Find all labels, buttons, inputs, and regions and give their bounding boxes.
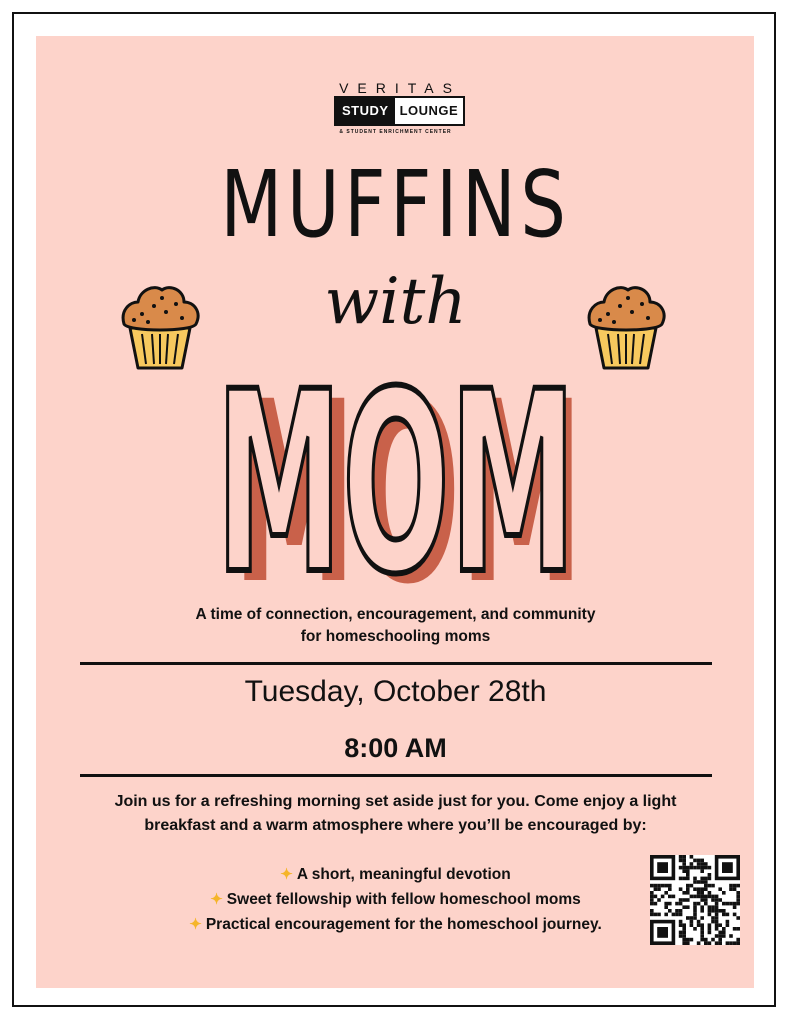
intro-text: [60, 790, 731, 838]
sparkle-icon: ✦: [210, 891, 223, 908]
bullet-list: [60, 862, 731, 937]
title-muffins: MUFFINS: [220, 151, 571, 258]
logo-study: STUDY: [336, 98, 395, 124]
event-date: Tuesday, October 28th: [244, 675, 547, 708]
title-mom: [196, 380, 596, 590]
divider: [80, 774, 712, 777]
title-mom-outline: MOM: [216, 380, 576, 590]
sparkle-icon: ✦: [280, 866, 293, 883]
title-mom-shadow: MOM: [233, 380, 583, 590]
event-time: 8:00 AM: [344, 733, 447, 763]
qr-code[interactable]: [650, 855, 740, 945]
intro-line: Join us for a refreshing morning set aside just for you. Come enjoy a light: [114, 793, 677, 810]
bullet-text: A short, meaningful devotion: [296, 866, 511, 883]
muffin-icon: [584, 280, 668, 372]
logo-veritas: VERITAS: [339, 80, 461, 96]
bullet-text: Practical encouragement for the homeschool journey.: [205, 916, 602, 933]
logo-lounge: LOUNGE: [395, 98, 464, 124]
title-with: with: [324, 265, 467, 339]
list-item: [60, 862, 731, 887]
sparkle-icon: ✦: [189, 916, 202, 933]
divider: [80, 662, 712, 665]
logo-box: [334, 96, 465, 126]
muffin-icon: [118, 280, 202, 372]
list-item: [60, 887, 731, 912]
subtitle-line: for homeschooling moms: [300, 628, 491, 645]
subtitle-line: A time of connection, encouragement, and community: [195, 606, 596, 623]
logo-subtitle: & STUDENT ENRICHMENT CENTER: [339, 129, 452, 135]
subtitle: [0, 604, 791, 648]
bullet-text: Sweet fellowship with fellow homeschool moms: [226, 891, 581, 908]
intro-line: breakfast and a warm atmosphere where you’ll be encouraged by:: [144, 817, 647, 834]
list-item: [60, 912, 731, 937]
